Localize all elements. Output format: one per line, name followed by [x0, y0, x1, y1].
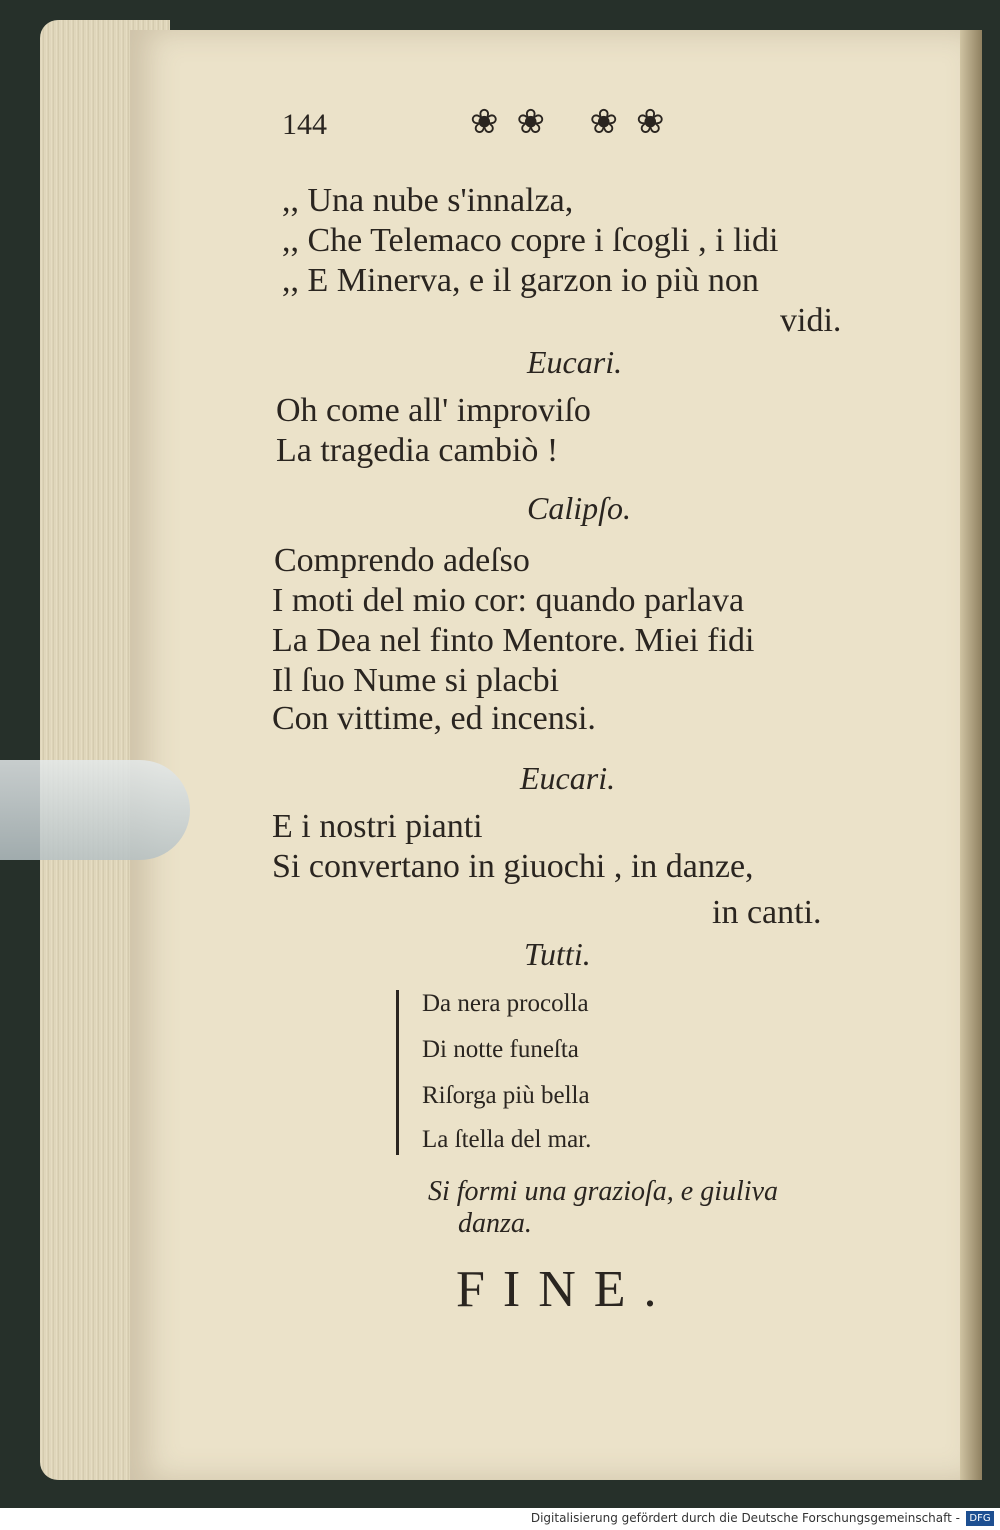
- verse-line: La Dea nel finto Mentore. Miei fidi: [272, 622, 755, 659]
- fine-heading: FINE.: [456, 1261, 675, 1318]
- chorus-line: La ſtella del mar.: [422, 1126, 592, 1153]
- chorus-line: Di notte funeſta: [422, 1036, 579, 1063]
- speaker-name: Eucari.: [520, 760, 616, 796]
- verse-line: in canti.: [712, 894, 822, 931]
- verse-line: ,, E Minerva, e il garzon io più non: [282, 262, 759, 299]
- verse-line: ,, Che Telemaco copre i ſcogli , i lidi: [282, 222, 779, 259]
- dfg-logo: DFG: [966, 1511, 994, 1526]
- verse-line: Il ſuo Nume si placbi: [272, 662, 560, 699]
- verse-line: I moti del mio cor: quando parlava: [272, 582, 745, 619]
- chorus-brace: [396, 990, 409, 1155]
- chorus-line: Riſorga più bella: [422, 1082, 590, 1109]
- verse-line: Comprendo adeſso: [274, 542, 530, 579]
- speaker-name: Calipſo.: [527, 490, 632, 526]
- speaker-name: Eucari.: [527, 344, 623, 380]
- verse-line: Si convertano in giuochi , in danze,: [272, 848, 754, 885]
- verse-line: La tragedia cambiò !: [276, 432, 559, 469]
- verse-line: vidi.: [780, 302, 842, 339]
- footer-credit: Digitalisierung gefördert durch die Deutsche Forschungsgemeinschaft -: [530, 1511, 960, 1525]
- verse-line: Con vittime, ed incensi.: [272, 700, 596, 737]
- page-number: 144: [282, 108, 327, 141]
- stage-direction: Si formi una grazioſa, e giuliva: [428, 1176, 778, 1207]
- book-right-edge: [960, 30, 982, 1480]
- glass-clip: [0, 760, 190, 860]
- verse-line: Oh come all' improviſo: [276, 392, 591, 429]
- verse-line: ,, Una nube s'innalza,: [282, 182, 574, 219]
- chorus-line: Da nera procolla: [422, 990, 589, 1017]
- ornament-header-icon: ❀❀ ❀❀: [470, 104, 683, 141]
- digitization-footer: [0, 1508, 1000, 1530]
- verse-line: E i nostri pianti: [272, 808, 483, 845]
- speaker-name: Tutti.: [524, 936, 591, 972]
- stage-direction: danza.: [458, 1208, 532, 1239]
